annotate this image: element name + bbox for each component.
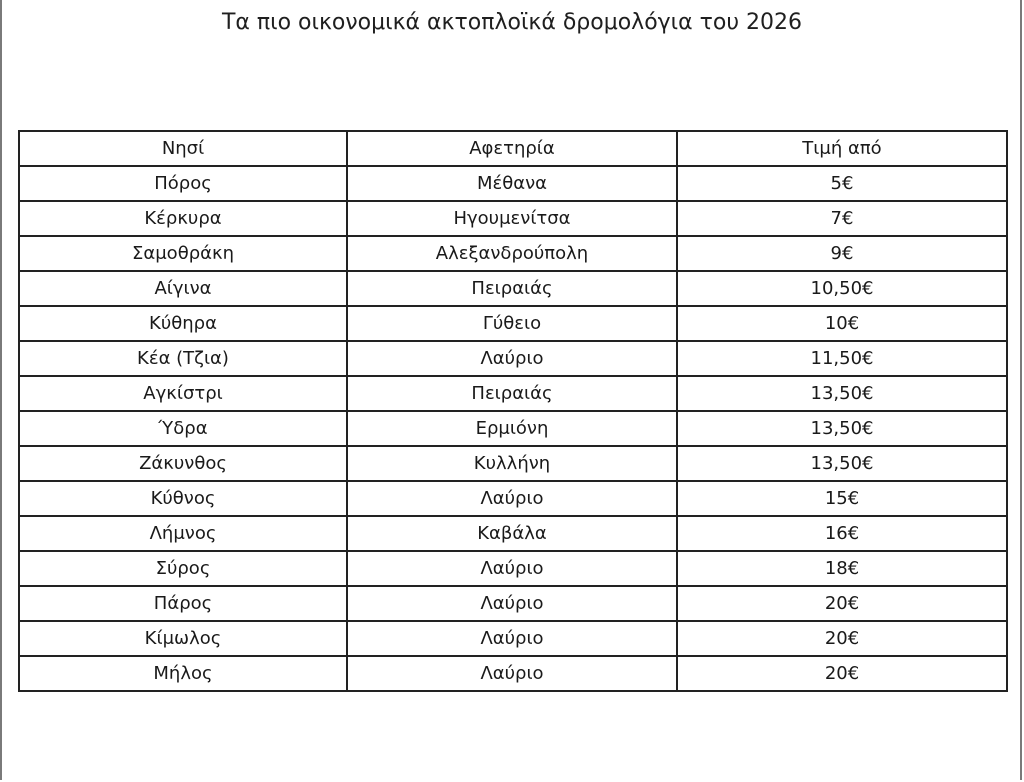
cell-origin: Αλεξανδρούπολη — [347, 236, 677, 271]
cell-price: 11,50€ — [677, 341, 1007, 376]
cell-price: 15€ — [677, 481, 1007, 516]
cell-origin: Λαύριο — [347, 551, 677, 586]
ferry-fares-table — [18, 130, 1008, 692]
table-row — [19, 166, 1007, 201]
table-row — [19, 551, 1007, 586]
cell-price: 10,50€ — [677, 271, 1007, 306]
cell-price: 13,50€ — [677, 411, 1007, 446]
cell-origin: Καβάλα — [347, 516, 677, 551]
cell-price: 16€ — [677, 516, 1007, 551]
cell-island: Κέρκυρα — [19, 201, 347, 236]
table-row — [19, 481, 1007, 516]
table-row — [19, 586, 1007, 621]
cell-price: 5€ — [677, 166, 1007, 201]
cell-island: Κύθνος — [19, 481, 347, 516]
table-body — [19, 166, 1007, 691]
cell-origin: Κυλλήνη — [347, 446, 677, 481]
cell-origin: Λαύριο — [347, 341, 677, 376]
cell-price: 13,50€ — [677, 446, 1007, 481]
table-row — [19, 306, 1007, 341]
table-row — [19, 271, 1007, 306]
table-row — [19, 516, 1007, 551]
cell-island: Κίμωλος — [19, 621, 347, 656]
cell-island: Σύρος — [19, 551, 347, 586]
table-row — [19, 236, 1007, 271]
cell-origin: Λαύριο — [347, 586, 677, 621]
cell-price: 13,50€ — [677, 376, 1007, 411]
cell-origin: Λαύριο — [347, 656, 677, 691]
cell-price: 10€ — [677, 306, 1007, 341]
table-row — [19, 341, 1007, 376]
cell-island: Αίγινα — [19, 271, 347, 306]
table-row — [19, 446, 1007, 481]
header-origin: Αφετηρία — [347, 131, 677, 166]
cell-island: Πάρος — [19, 586, 347, 621]
cell-island: Αγκίστρι — [19, 376, 347, 411]
cell-price: 20€ — [677, 621, 1007, 656]
cell-island: Ζάκυνθος — [19, 446, 347, 481]
cell-origin: Ερμιόνη — [347, 411, 677, 446]
table-row — [19, 201, 1007, 236]
cell-island: Κύθηρα — [19, 306, 347, 341]
table-row — [19, 621, 1007, 656]
cell-origin: Λαύριο — [347, 481, 677, 516]
cell-price: 20€ — [677, 586, 1007, 621]
cell-price: 18€ — [677, 551, 1007, 586]
cell-island: Ύδρα — [19, 411, 347, 446]
table-row — [19, 376, 1007, 411]
cell-island: Σαμοθράκη — [19, 236, 347, 271]
table-row — [19, 411, 1007, 446]
header-price: Τιμή από — [677, 131, 1007, 166]
table-row — [19, 656, 1007, 691]
cell-origin: Μέθανα — [347, 166, 677, 201]
header-island: Νησί — [19, 131, 347, 166]
cell-origin: Πειραιάς — [347, 376, 677, 411]
table-header-row — [19, 131, 1007, 166]
cell-price: 20€ — [677, 656, 1007, 691]
cell-origin: Πειραιάς — [347, 271, 677, 306]
cell-origin: Λαύριο — [347, 621, 677, 656]
cell-origin: Γύθειο — [347, 306, 677, 341]
page-title: Τα πιο οικονομικά ακτοπλοϊκά δρομολόγια του 2026 — [221, 10, 803, 35]
cell-island: Μήλος — [19, 656, 347, 691]
cell-origin: Ηγουμενίτσα — [347, 201, 677, 236]
cell-price: 7€ — [677, 201, 1007, 236]
cell-island: Πόρος — [19, 166, 347, 201]
cell-price: 9€ — [677, 236, 1007, 271]
cell-island: Κέα (Τζια) — [19, 341, 347, 376]
cell-island: Λήμνος — [19, 516, 347, 551]
